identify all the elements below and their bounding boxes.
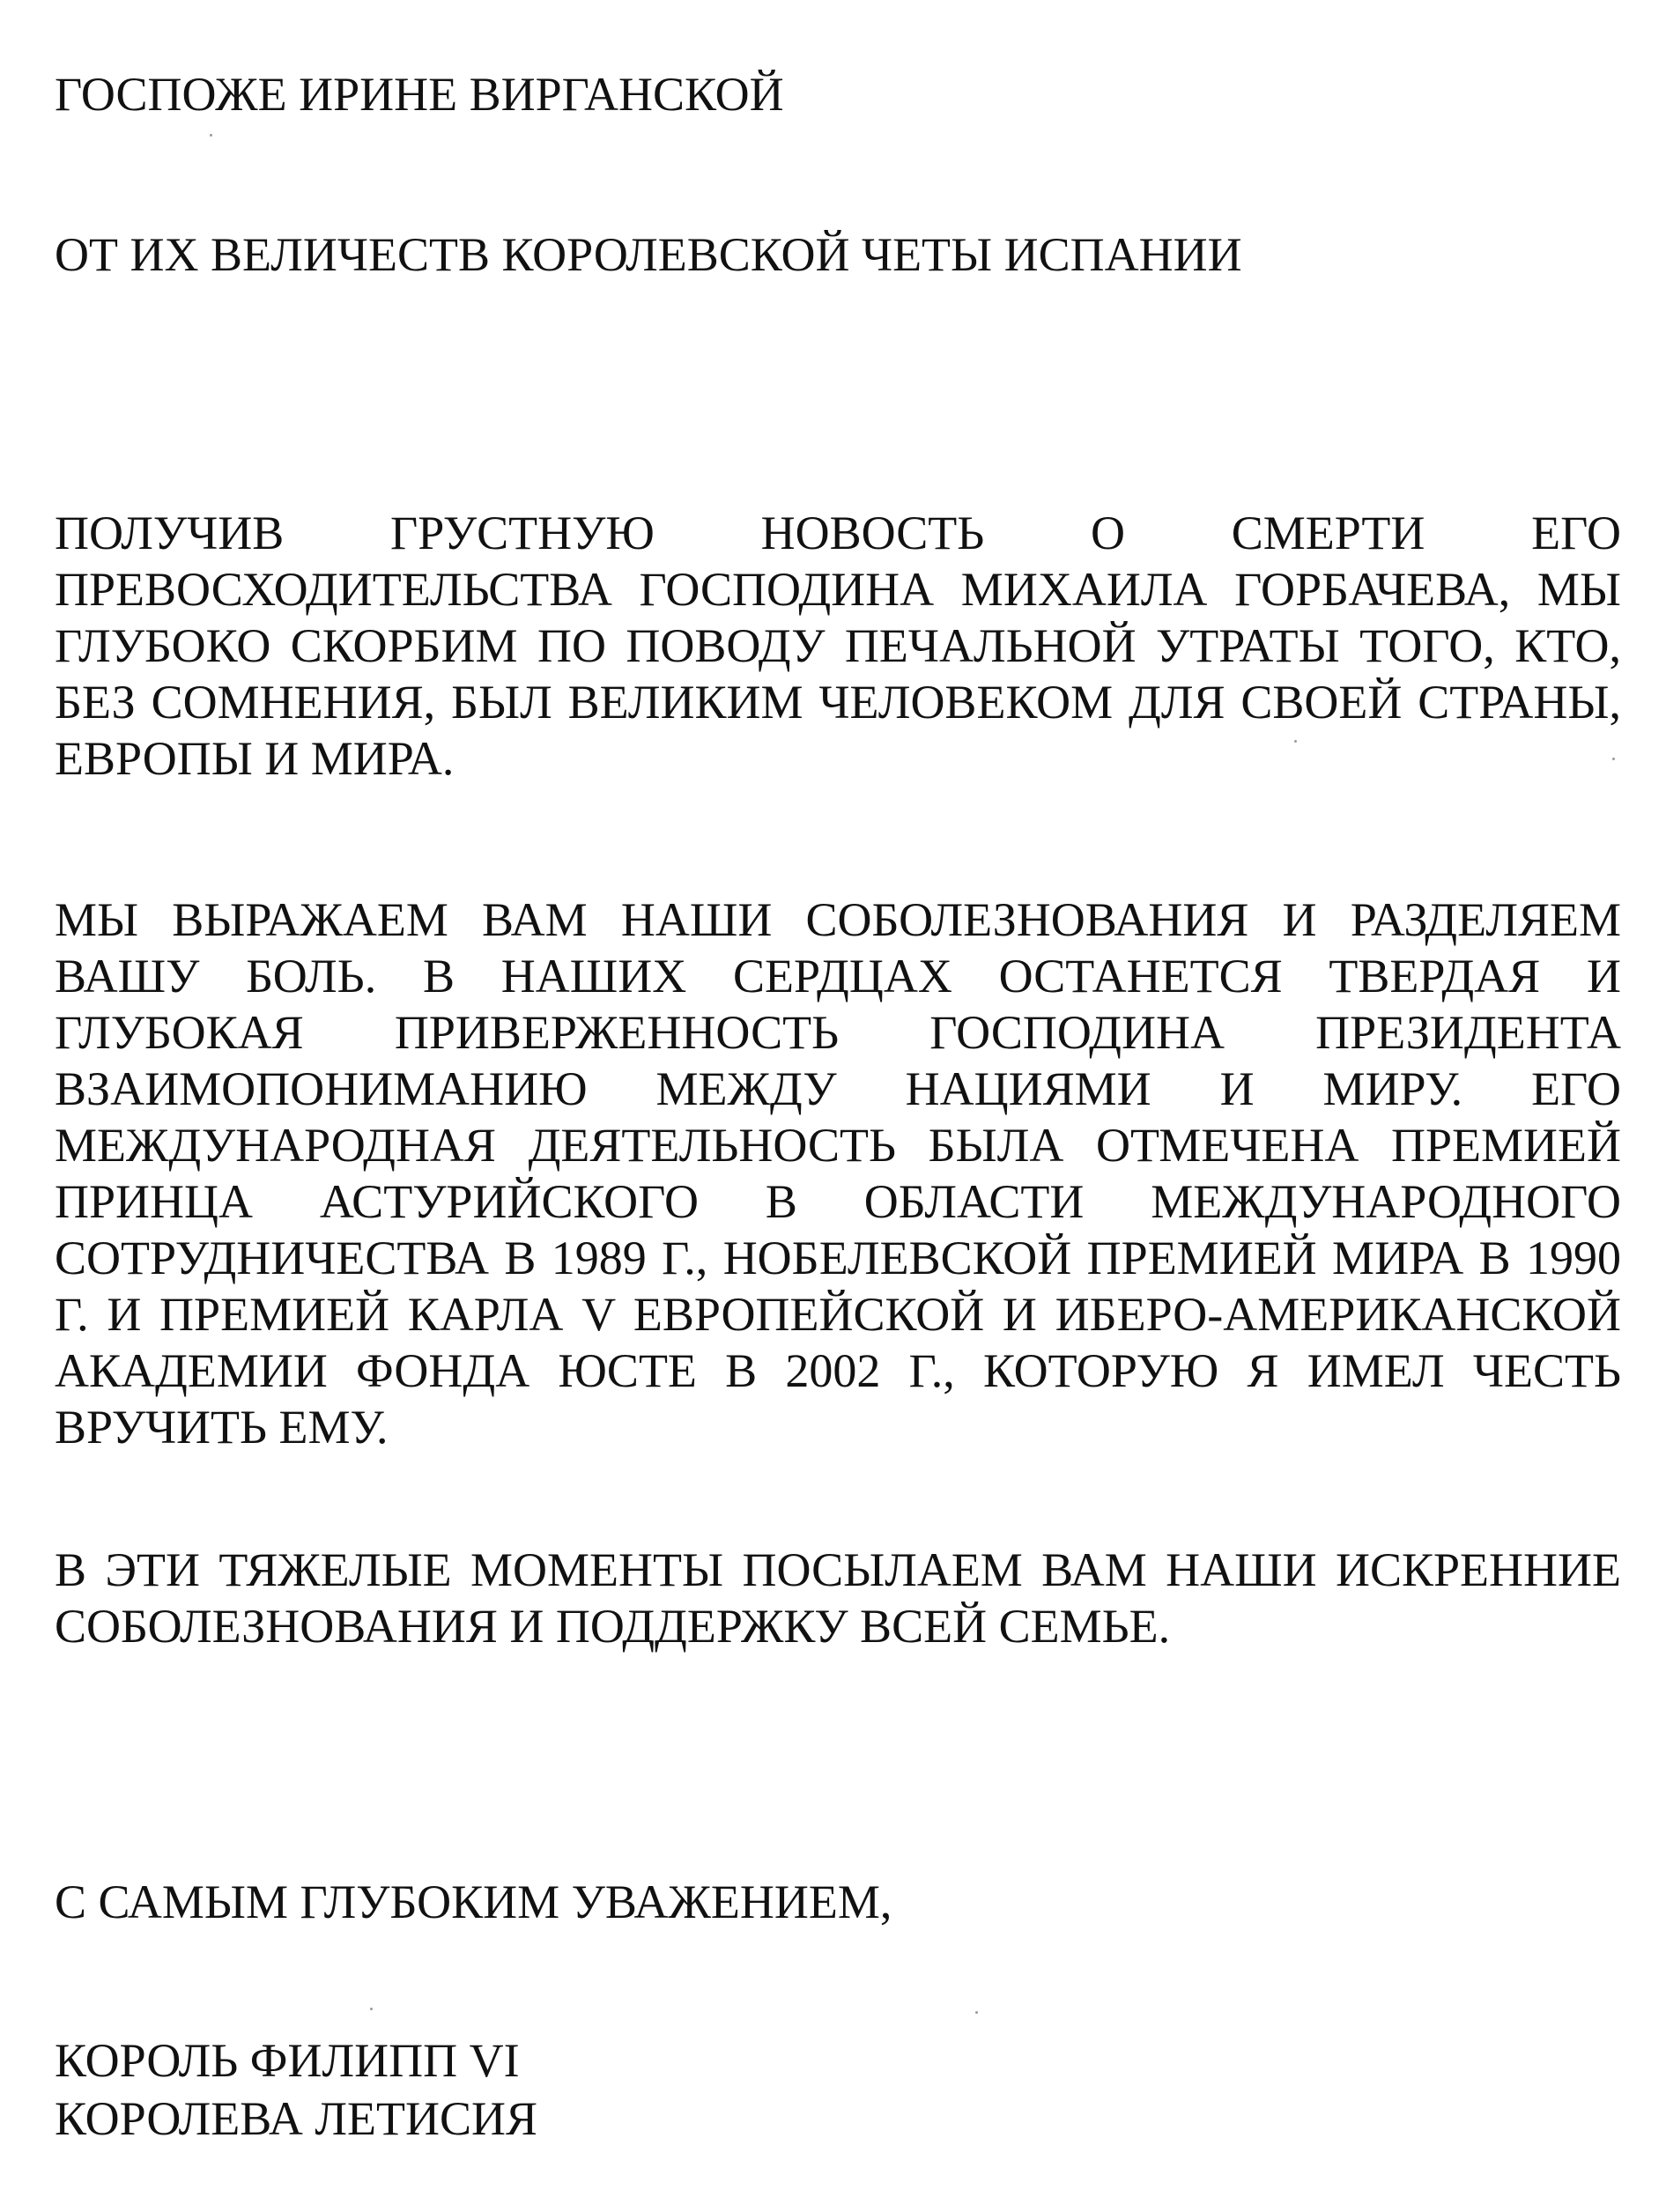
body-paragraph-3: В ЭТИ ТЯЖЕЛЫЕ МОМЕНТЫ ПОСЫЛАЕМ ВАМ НАШИ ИСКРЕННИЕ СОБОЛЕЗНОВАНИЯ И ПОДДЕРЖКУ ВСЕЙ СЕМЬЕ. — [55, 1543, 1621, 1653]
scan-speck — [1294, 740, 1297, 743]
addressee-line: ГОСПОЖЕ ИРИНЕ ВИРГАНСКОЙ — [55, 68, 784, 121]
body-paragraph-2: МЫ ВЫРАЖАЕМ ВАМ НАШИ СОБОЛЕЗНОВАНИЯ И РАЗДЕЛЯЕМ ВАШУ БОЛЬ. В НАШИХ СЕРДЦАХ ОСТАНЕТСЯ ТВЕРДАЯ И ГЛУБОКАЯ ПРИВЕРЖЕННОСТЬ ГОСПОДИНА ПРЕЗИДЕНТА ВЗАИМОПОНИМАНИЮ МЕЖДУ НАЦИЯМИ И МИРУ. ЕГО МЕЖДУНАРОДНАЯ ДЕЯТЕЛЬНОСТЬ БЫЛА ОТМЕЧЕНА ПРЕМИЕЙ ПРИНЦА АСТУРИЙСКОГО В ОБЛАСТИ МЕЖДУНАРОДНОГО СОТРУДНИЧЕСТВА В 1989 Г., НОБЕЛЕВСКОЙ ПРЕМИЕЙ МИРА В 1990 Г. И ПРЕМИЕЙ КАРЛА V ЕВРОПЕЙСКОЙ И ИБЕРО-АМЕРИКАНСКОЙ АКАДЕМИИ ФОНДА ЮСТЕ В 2002 Г., КОТОРУЮ Я ИМЕЛ ЧЕСТЬ ВРУЧИТЬ ЕМУ. — [55, 893, 1621, 1454]
sender-line: ОТ ИХ ВЕЛИЧЕСТВ КОРОЛЕВСКОЙ ЧЕТЫ ИСПАНИИ — [55, 228, 1242, 281]
scan-speck — [370, 2008, 373, 2010]
signature-king: КОРОЛЬ ФИЛИПП VI — [55, 2034, 520, 2087]
scan-speck — [975, 2011, 978, 2014]
scan-speck — [1612, 758, 1615, 760]
signature-queen: КОРОЛЕВА ЛЕТИСИЯ — [55, 2092, 538, 2145]
closing-line: С САМЫМ ГЛУБОКИМ УВАЖЕНИЕМ, — [55, 1875, 892, 1928]
body-paragraph-1: ПОЛУЧИВ ГРУСТНУЮ НОВОСТЬ О СМЕРТИ ЕГО ПРЕВОСХОДИТЕЛЬСТВА ГОСПОДИНА МИХАИЛА ГОРБАЧЕВА, МЫ ГЛУБОКО СКОРБИМ ПО ПОВОДУ ПЕЧАЛЬНОЙ УТРАТЫ ТОГО, КТО, БЕЗ СОМНЕНИЯ, БЫЛ ВЕЛИКИМ ЧЕЛОВЕКОМ ДЛЯ СВОЕЙ СТРАНЫ, ЕВРОПЫ И МИРА. — [55, 507, 1621, 785]
scan-speck — [210, 134, 212, 137]
